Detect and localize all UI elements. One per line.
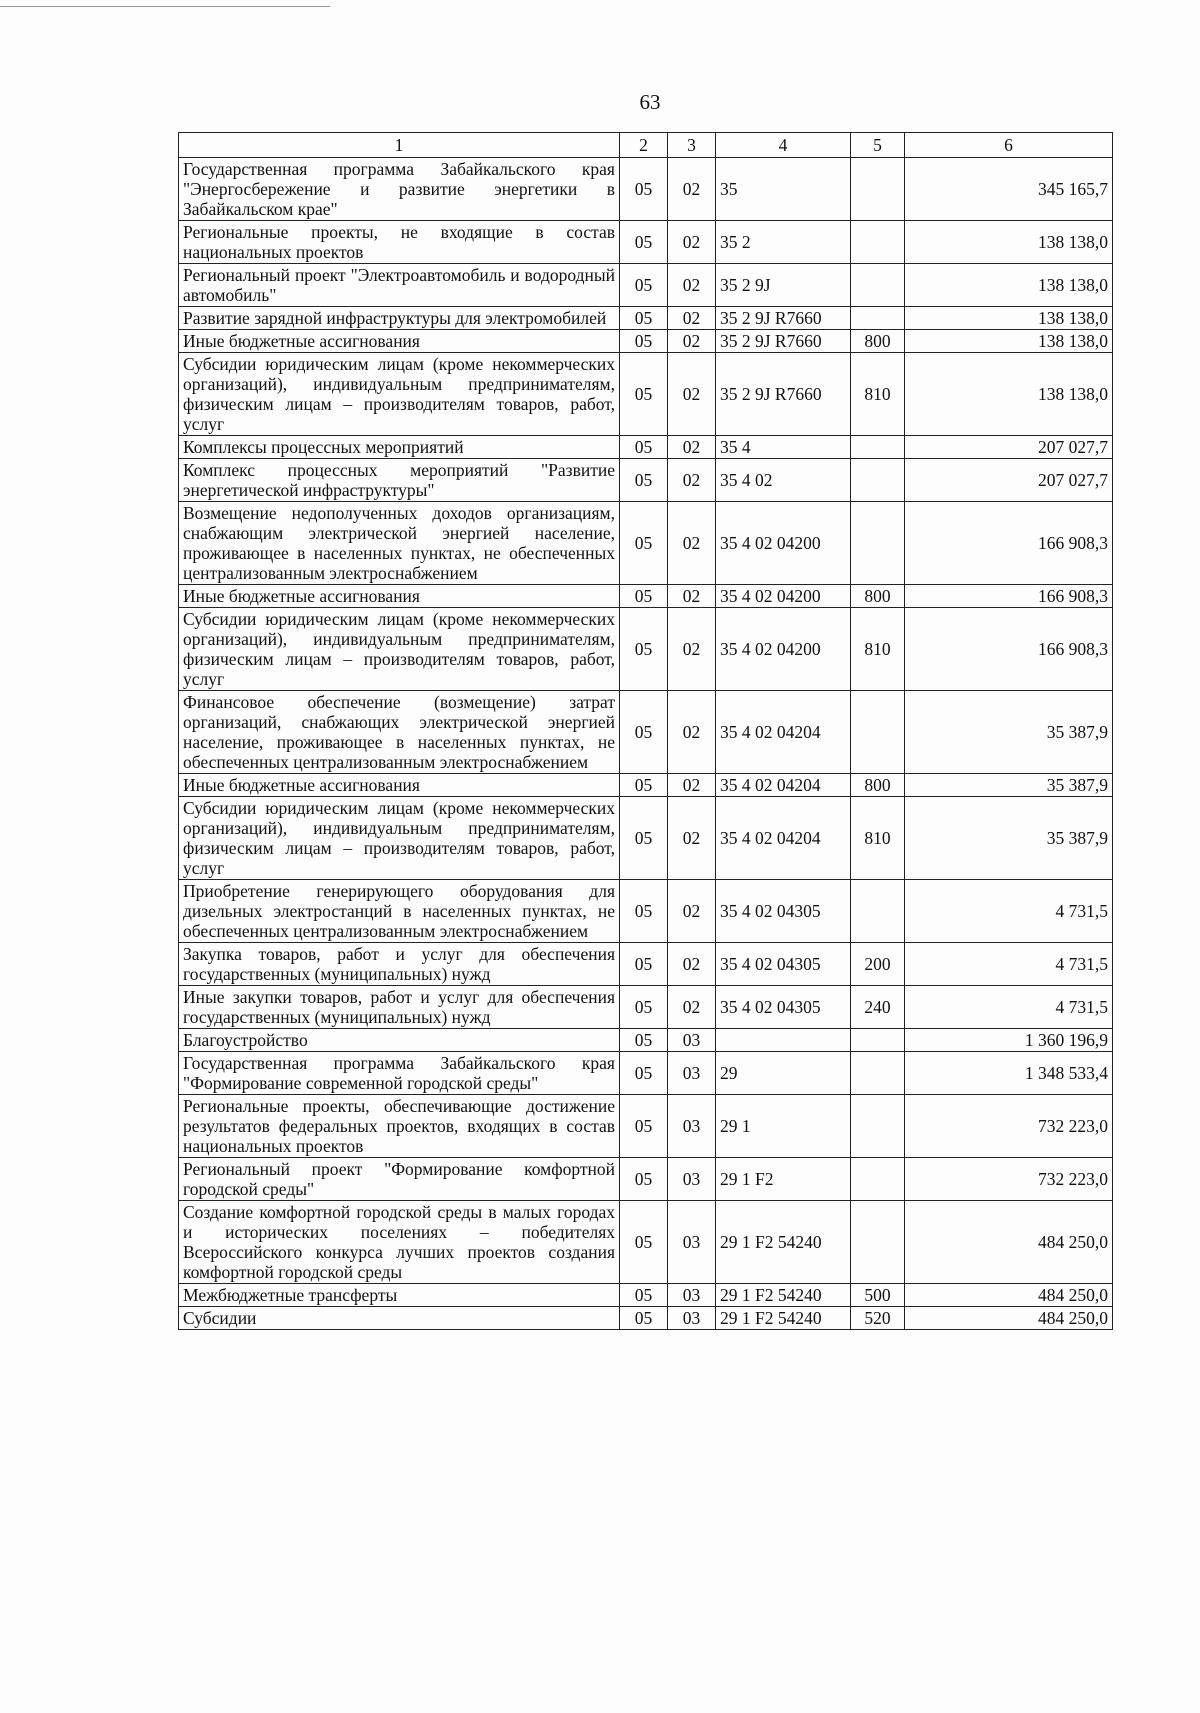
row-name: Иные бюджетные ассигнования (179, 585, 620, 608)
row-expense-type: 810 (851, 797, 905, 880)
row-name: Межбюджетные трансферты (179, 1284, 620, 1307)
row-expense-type (851, 1029, 905, 1052)
table-row (179, 1201, 1113, 1284)
row-section: 05 (620, 608, 668, 691)
row-expense-type (851, 502, 905, 585)
row-amount: 732 223,0 (905, 1095, 1113, 1158)
row-expense-type: 800 (851, 774, 905, 797)
row-name: Приобретение генерирующего оборудования для дизельных электростанций в населенных пунктах, не обеспеченных централизованным электроснабжением (179, 880, 620, 943)
row-expense-type: 240 (851, 986, 905, 1029)
row-subsection: 02 (668, 608, 716, 691)
row-target-article: 35 4 02 04200 (716, 502, 851, 585)
row-section: 05 (620, 221, 668, 264)
row-amount: 138 138,0 (905, 307, 1113, 330)
row-expense-type (851, 1095, 905, 1158)
row-name: Государственная программа Забайкальского края "Формирование современной городской среды" (179, 1052, 620, 1095)
row-amount: 484 250,0 (905, 1201, 1113, 1284)
row-name: Иные бюджетные ассигнования (179, 774, 620, 797)
table-header-row (179, 133, 1113, 158)
row-expense-type (851, 158, 905, 221)
row-target-article: 35 4 02 04305 (716, 943, 851, 986)
row-section: 05 (620, 986, 668, 1029)
budget-table (178, 132, 1113, 1330)
table-row (179, 774, 1113, 797)
row-target-article: 35 2 (716, 221, 851, 264)
row-amount: 484 250,0 (905, 1284, 1113, 1307)
row-section: 05 (620, 1052, 668, 1095)
row-section: 05 (620, 1095, 668, 1158)
row-section: 05 (620, 943, 668, 986)
row-section: 05 (620, 307, 668, 330)
row-name: Субсидии юридическим лицам (кроме некоммерческих организаций), индивидуальным предпринимателям, физическим лицам – производителям товаров, работ, услуг (179, 608, 620, 691)
table-row (179, 986, 1113, 1029)
row-amount: 138 138,0 (905, 353, 1113, 436)
row-expense-type (851, 880, 905, 943)
row-amount: 207 027,7 (905, 436, 1113, 459)
header-col-3: 3 (668, 133, 716, 158)
table-row (179, 1284, 1113, 1307)
row-expense-type (851, 264, 905, 307)
row-expense-type (851, 1158, 905, 1201)
row-subsection: 02 (668, 436, 716, 459)
table-row (179, 691, 1113, 774)
row-expense-type: 500 (851, 1284, 905, 1307)
header-col-2: 2 (620, 133, 668, 158)
row-amount: 484 250,0 (905, 1307, 1113, 1330)
row-expense-type (851, 459, 905, 502)
row-subsection: 03 (668, 1158, 716, 1201)
table-row (179, 1095, 1113, 1158)
row-target-article: 29 1 F2 54240 (716, 1201, 851, 1284)
table-row (179, 158, 1113, 221)
row-amount: 4 731,5 (905, 943, 1113, 986)
row-subsection: 02 (668, 264, 716, 307)
row-amount: 4 731,5 (905, 880, 1113, 943)
row-name: Региональный проект "Электроавтомобиль и водородный автомобиль" (179, 264, 620, 307)
row-target-article: 35 4 02 04204 (716, 691, 851, 774)
row-subsection: 02 (668, 691, 716, 774)
row-amount: 732 223,0 (905, 1158, 1113, 1201)
table-row (179, 307, 1113, 330)
row-target-article: 35 (716, 158, 851, 221)
row-target-article: 35 2 9J (716, 264, 851, 307)
row-expense-type (851, 691, 905, 774)
row-target-article: 35 4 02 (716, 459, 851, 502)
row-expense-type: 800 (851, 330, 905, 353)
row-name: Региональный проект "Формирование комфортной городской среды" (179, 1158, 620, 1201)
row-amount: 166 908,3 (905, 608, 1113, 691)
row-section: 05 (620, 158, 668, 221)
row-section: 05 (620, 1029, 668, 1052)
table-row (179, 1307, 1113, 1330)
row-subsection: 03 (668, 1284, 716, 1307)
row-amount: 1 348 533,4 (905, 1052, 1113, 1095)
row-name: Иные бюджетные ассигнования (179, 330, 620, 353)
row-subsection: 03 (668, 1201, 716, 1284)
row-name: Государственная программа Забайкальского края "Энергосбережение и развитие энергетики в Забайкальском крае" (179, 158, 620, 221)
scan-edge-line (0, 6, 330, 7)
row-name: Создание комфортной городской среды в малых городах и исторических поселениях – победителях Всероссийского конкурса лучших проектов создания комфортной городской среды (179, 1201, 620, 1284)
row-section: 05 (620, 330, 668, 353)
row-subsection: 02 (668, 158, 716, 221)
row-section: 05 (620, 1201, 668, 1284)
header-col-4: 4 (716, 133, 851, 158)
table-row (179, 585, 1113, 608)
row-expense-type: 810 (851, 608, 905, 691)
table-row (179, 880, 1113, 943)
row-subsection: 02 (668, 943, 716, 986)
row-name: Субсидии юридическим лицам (кроме некоммерческих организаций), индивидуальным предпринимателям, физическим лицам – производителям товаров, работ, услуг (179, 353, 620, 436)
row-expense-type: 200 (851, 943, 905, 986)
row-amount: 166 908,3 (905, 585, 1113, 608)
row-name: Субсидии (179, 1307, 620, 1330)
row-amount: 138 138,0 (905, 264, 1113, 307)
row-subsection: 03 (668, 1029, 716, 1052)
row-subsection: 02 (668, 221, 716, 264)
table-row (179, 943, 1113, 986)
row-subsection: 02 (668, 880, 716, 943)
table-row (179, 608, 1113, 691)
row-expense-type (851, 221, 905, 264)
row-target-article: 35 4 02 04305 (716, 986, 851, 1029)
row-target-article: 35 4 02 04200 (716, 608, 851, 691)
row-amount: 35 387,9 (905, 774, 1113, 797)
row-section: 05 (620, 1284, 668, 1307)
row-target-article: 29 1 F2 54240 (716, 1284, 851, 1307)
row-target-article: 35 4 02 04204 (716, 797, 851, 880)
row-target-article: 29 (716, 1052, 851, 1095)
row-subsection: 03 (668, 1095, 716, 1158)
row-section: 05 (620, 353, 668, 436)
table-row (179, 436, 1113, 459)
row-name: Закупка товаров, работ и услуг для обеспечения государственных (муниципальных) нужд (179, 943, 620, 986)
header-col-1: 1 (179, 133, 620, 158)
row-name: Иные закупки товаров, работ и услуг для обеспечения государственных (муниципальных) нужд (179, 986, 620, 1029)
row-name: Развитие зарядной инфраструктуры для электромобилей (179, 307, 620, 330)
row-target-article: 29 1 (716, 1095, 851, 1158)
row-expense-type: 810 (851, 353, 905, 436)
row-amount: 138 138,0 (905, 221, 1113, 264)
row-target-article: 29 1 F2 (716, 1158, 851, 1201)
row-subsection: 02 (668, 774, 716, 797)
row-amount: 166 908,3 (905, 502, 1113, 585)
row-section: 05 (620, 436, 668, 459)
table-row (179, 221, 1113, 264)
row-target-article: 35 4 02 04305 (716, 880, 851, 943)
table-row (179, 1052, 1113, 1095)
row-subsection: 02 (668, 353, 716, 436)
table-row (179, 459, 1113, 502)
row-target-article: 29 1 F2 54240 (716, 1307, 851, 1330)
table-row (179, 264, 1113, 307)
row-amount: 345 165,7 (905, 158, 1113, 221)
row-target-article (716, 1029, 851, 1052)
row-name: Комплекс процессных мероприятий "Развитие энергетической инфраструктуры" (179, 459, 620, 502)
table-row (179, 1029, 1113, 1052)
table-row (179, 330, 1113, 353)
row-target-article: 35 2 9J R7660 (716, 353, 851, 436)
row-amount: 207 027,7 (905, 459, 1113, 502)
row-section: 05 (620, 264, 668, 307)
row-section: 05 (620, 585, 668, 608)
row-target-article: 35 2 9J R7660 (716, 330, 851, 353)
row-expense-type (851, 436, 905, 459)
row-name: Возмещение недополученных доходов организациям, снабжающим электрической энергией население, проживающее в населенных пунктах, не обеспеченных централизованным электроснабжением (179, 502, 620, 585)
header-col-6: 6 (905, 133, 1113, 158)
row-subsection: 02 (668, 330, 716, 353)
row-expense-type: 800 (851, 585, 905, 608)
row-name: Региональные проекты, обеспечивающие достижение результатов федеральных проектов, входящих в состав национальных проектов (179, 1095, 620, 1158)
row-amount: 35 387,9 (905, 691, 1113, 774)
row-amount: 35 387,9 (905, 797, 1113, 880)
row-name: Региональные проекты, не входящие в состав национальных проектов (179, 221, 620, 264)
row-subsection: 03 (668, 1052, 716, 1095)
row-expense-type: 520 (851, 1307, 905, 1330)
row-subsection: 02 (668, 797, 716, 880)
row-section: 05 (620, 459, 668, 502)
table-row (179, 353, 1113, 436)
row-subsection: 02 (668, 307, 716, 330)
row-section: 05 (620, 1158, 668, 1201)
page-number: 63 (639, 90, 661, 114)
row-subsection: 02 (668, 502, 716, 585)
row-subsection: 02 (668, 986, 716, 1029)
table-row (179, 797, 1113, 880)
row-subsection: 02 (668, 585, 716, 608)
row-name: Благоустройство (179, 1029, 620, 1052)
row-subsection: 03 (668, 1307, 716, 1330)
row-amount: 4 731,5 (905, 986, 1113, 1029)
row-amount: 1 360 196,9 (905, 1029, 1113, 1052)
row-subsection: 02 (668, 459, 716, 502)
header-col-5: 5 (851, 133, 905, 158)
row-target-article: 35 4 02 04200 (716, 585, 851, 608)
row-name: Финансовое обеспечение (возмещение) затрат организаций, снабжающих электрической энергией население, проживающее в населенных пунктах, не обеспеченных централизованным электроснабжением (179, 691, 620, 774)
row-name: Субсидии юридическим лицам (кроме некоммерческих организаций), индивидуальным предпринимателям, физическим лицам – производителям товаров, работ, услуг (179, 797, 620, 880)
row-section: 05 (620, 691, 668, 774)
row-target-article: 35 4 (716, 436, 851, 459)
row-target-article: 35 4 02 04204 (716, 774, 851, 797)
row-section: 05 (620, 797, 668, 880)
row-target-article: 35 2 9J R7660 (716, 307, 851, 330)
row-name: Комплексы процессных мероприятий (179, 436, 620, 459)
table-row (179, 502, 1113, 585)
row-expense-type (851, 307, 905, 330)
table-row (179, 1158, 1113, 1201)
row-section: 05 (620, 774, 668, 797)
row-section: 05 (620, 1307, 668, 1330)
row-amount: 138 138,0 (905, 330, 1113, 353)
row-expense-type (851, 1052, 905, 1095)
row-expense-type (851, 1201, 905, 1284)
row-section: 05 (620, 880, 668, 943)
row-section: 05 (620, 502, 668, 585)
